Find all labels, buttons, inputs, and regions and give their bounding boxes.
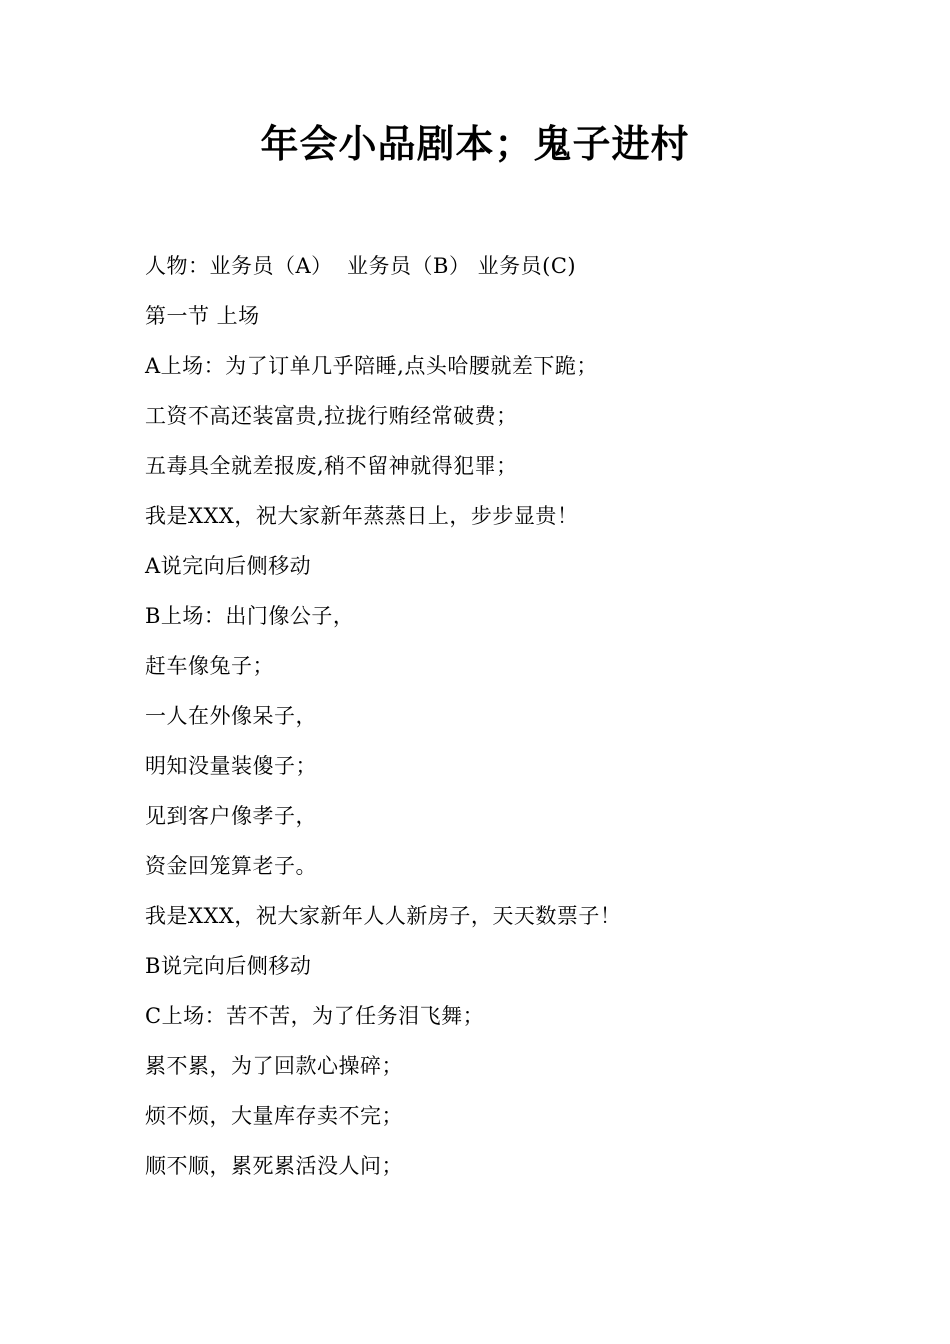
script-line: 明知没量装傻子； xyxy=(145,754,317,778)
script-line: 累不累，为了回款心操碎； xyxy=(145,1054,403,1078)
script-line: A说完向后侧移动 xyxy=(145,554,312,578)
script-line: 我是XXX，祝大家新年蒸蒸日上，步步显贵！ xyxy=(145,504,579,528)
script-body xyxy=(145,248,865,1198)
script-line: 我是XXX，祝大家新年人人新房子，天天数票子！ xyxy=(145,904,622,928)
script-line: C上场：苦不苦，为了任务泪飞舞； xyxy=(145,1004,485,1028)
script-line: 五毒具全就差报废,稍不留神就得犯罪； xyxy=(145,454,518,478)
script-line: 顺不顺，累死累活没人问； xyxy=(145,1154,403,1178)
script-line: 人物：业务员（A） 业务员（B） 业务员(C) xyxy=(145,254,577,278)
script-line: A上场：为了订单几乎陪睡,点头哈腰就差下跪； xyxy=(145,354,598,378)
document-title: 年会小品剧本；鬼子进村 xyxy=(260,122,690,166)
script-line: 工资不高还装富贵,拉拢行贿经常破费； xyxy=(145,404,518,428)
script-line: 资金回笼算老子。 xyxy=(145,854,317,878)
script-line: 赶车像兔子； xyxy=(145,654,274,678)
script-line: B说完向后侧移动 xyxy=(145,954,312,978)
script-line: 见到客户像孝子， xyxy=(145,804,317,828)
script-line: B上场：出门像公子， xyxy=(145,604,355,628)
script-line: 第一节 上场 xyxy=(145,304,260,328)
script-line: 烦不烦，大量库存卖不完； xyxy=(145,1104,403,1128)
script-line: 一人在外像呆子， xyxy=(145,704,317,728)
